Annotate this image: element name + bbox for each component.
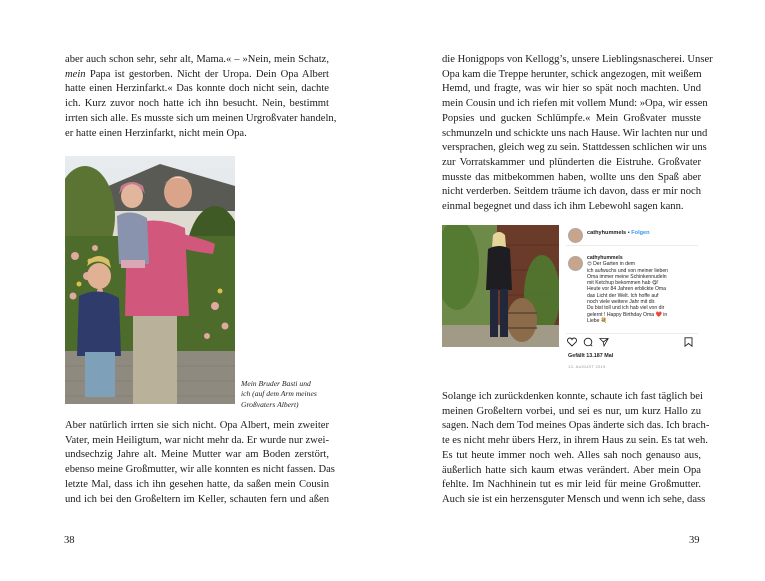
- text-line: die Honigpops von Kellogg’s, unsere Lieblingsnascherei. Unser: [442, 54, 713, 65]
- text-line: zur Vorratskammer und plünderten die Eistruhe. Großvater: [442, 156, 701, 168]
- instagram-header: [587, 230, 650, 236]
- text-line: schmunzeln und schickte uns nach Hause. Wir lachten nur und: [442, 127, 708, 139]
- comment-line: mit Ketchup bekommen hab 😋!: [587, 280, 659, 287]
- comment-icon[interactable]: [583, 337, 593, 347]
- comment-username[interactable]: cathyhummels: [587, 255, 623, 261]
- photo-caption: [241, 379, 336, 410]
- instagram-photo: [442, 225, 559, 347]
- left-paragraph-top: [65, 53, 337, 141]
- italic-word: mein: [65, 68, 86, 80]
- emoji-icon: 😍: [587, 261, 592, 267]
- comment-line: Heute vor 84 Jahren erblickte Oma: [587, 286, 666, 293]
- comment-avatar[interactable]: [568, 256, 583, 271]
- text-line: einmal begegnet und dass ich ihm Lebewohl sagen kann.: [442, 201, 684, 213]
- right-paragraph-top: [442, 53, 713, 215]
- left-page: [0, 0, 382, 581]
- comment-line: Liebe 💐: [587, 317, 608, 324]
- bookmark-icon[interactable]: [684, 337, 693, 347]
- text-line: Opa kam die Treppe herunter, schick angezogen, mit weißem: [442, 68, 702, 80]
- comment-text: Der Garten in dem: [593, 261, 636, 268]
- text-line: Popsies und gucken Schlümpfe.« Mein Großvater musste: [442, 112, 701, 124]
- text-line: aber auch schon sehr, sehr alt, Mama.« – »Nein, mein Schatz,: [65, 54, 329, 65]
- text-fragment: Papa ist gestorben. Nicht der Uropa. Dein Opa Albert: [89, 68, 329, 80]
- text-line: Es tut heute immer noch weh. Alles sah noch genauso aus,: [442, 449, 701, 461]
- comment-line: Oma immer meine Schinkennudeln: [587, 273, 667, 280]
- header-divider: [566, 245, 698, 246]
- instagram-post: [442, 225, 698, 373]
- actions-divider: [566, 333, 698, 334]
- left-paragraph-bottom: [65, 419, 335, 507]
- caption-line: ich (auf dem Arm meines: [241, 389, 317, 399]
- instagram-comment: [587, 255, 697, 324]
- instagram-username[interactable]: cathyhummels: [587, 230, 627, 236]
- text-line: Solange ich zurückdenken konnte, schaute ich fast täglich bei: [442, 391, 703, 402]
- text-line: ebenso meine Großmutter, wir alle konnten es nicht fassen. Das: [65, 464, 335, 476]
- text-line: und ich bei den Großeltern im Keller, schauten fern und aßen: [65, 493, 329, 505]
- text-line: Aber natürlich irrten sie sich nicht. Opa Albert, mein zweiter: [65, 420, 329, 431]
- post-date: 13. AUGUST 2019: [568, 364, 606, 369]
- comment-line: gelernt ! Happy Birthday Oma ❤️ in: [587, 311, 668, 318]
- caption-line: Großvaters Albert): [241, 399, 299, 409]
- text-line: irrten sich alle. Es musste sich um meinen Urgroßvater handeln,: [65, 112, 337, 124]
- right-paragraph-bottom: [442, 390, 710, 508]
- text-line: sagen. Nach dem Tod meines Opas änderte sich das. Ich brach-: [442, 420, 710, 432]
- text-line: mein Cousin und ich riefen mit vollem Mund: »Opa, wir essen: [442, 98, 708, 110]
- text-line: [65, 68, 329, 83]
- family-photo: [65, 156, 235, 404]
- comment-line: Du bist toll und ich hab viel von dir: [587, 305, 665, 312]
- text-line: er hatte einen Herzinfarkt, nicht mein Opa.: [65, 127, 247, 139]
- separator-dot: •: [627, 230, 632, 236]
- comment-line: noch viele weitere Jahr mit dir.: [587, 299, 656, 306]
- text-line: fehlte. Im Nachhinein tut es mir leid für meine Großmutter.: [442, 479, 701, 491]
- text-line: Auch sie ist ein herzensguter Mensch und wenn ich sehe, dass: [442, 493, 706, 505]
- page-number-right: 39: [689, 535, 700, 546]
- page-number-left: 38: [64, 535, 75, 546]
- share-icon[interactable]: [599, 337, 609, 347]
- text-line: Vater, mein Heiligtum, war nicht mehr da. Er wurde nur zwei-: [65, 434, 329, 446]
- text-line: undsechzig Jahre alt. Meine Mutter war am Boden zerstört,: [65, 449, 329, 461]
- text-line: nicht verderben. Seitdem träume ich davon, dass er mir noch: [442, 186, 701, 198]
- text-line: versprachen, gleich weg zu sein. Stattdessen schlichen wir uns: [442, 142, 707, 154]
- text-line: hatte einen Herzinfarkt.« Das konnte doch nicht sein, dachte: [65, 83, 329, 95]
- text-line: ich. Kurz zuvor noch hatte ich ihn besucht. Nein, bestimmt: [65, 98, 329, 110]
- text-line: meinen Großeltern vorbei, und sei es nur, um kurz Hallo zu: [442, 405, 701, 417]
- text-line: musste das mitbekommen haben, wollte uns den Spaß aber: [442, 171, 701, 183]
- comment-line: ich aufwuchs und von meiner lieben: [587, 267, 668, 274]
- follow-button[interactable]: Folgen: [631, 230, 650, 236]
- text-line: Hemd, und fragte, was wir hier so spät noch machten. Und: [442, 83, 701, 95]
- text-line: letzte Mal, dass ich ihn gesehen hatte, da saßen mein Cousin: [65, 478, 329, 490]
- right-page: [383, 0, 765, 581]
- text-line: äußerlich hatte sich kaum etwas verändert. Aber mein Opa: [442, 464, 701, 476]
- comment-line: das Licht der Welt. Ich hoffe auf: [587, 292, 659, 299]
- instagram-avatar[interactable]: [568, 228, 583, 243]
- caption-line: Mein Bruder Basti und: [241, 379, 311, 388]
- likes-count[interactable]: Gefällt 13.187 Mal: [568, 353, 614, 359]
- text-line: te es nicht mehr übers Herz, in ihrem Haus zu sein. Es tat weh.: [442, 435, 708, 447]
- heart-icon[interactable]: [567, 337, 577, 347]
